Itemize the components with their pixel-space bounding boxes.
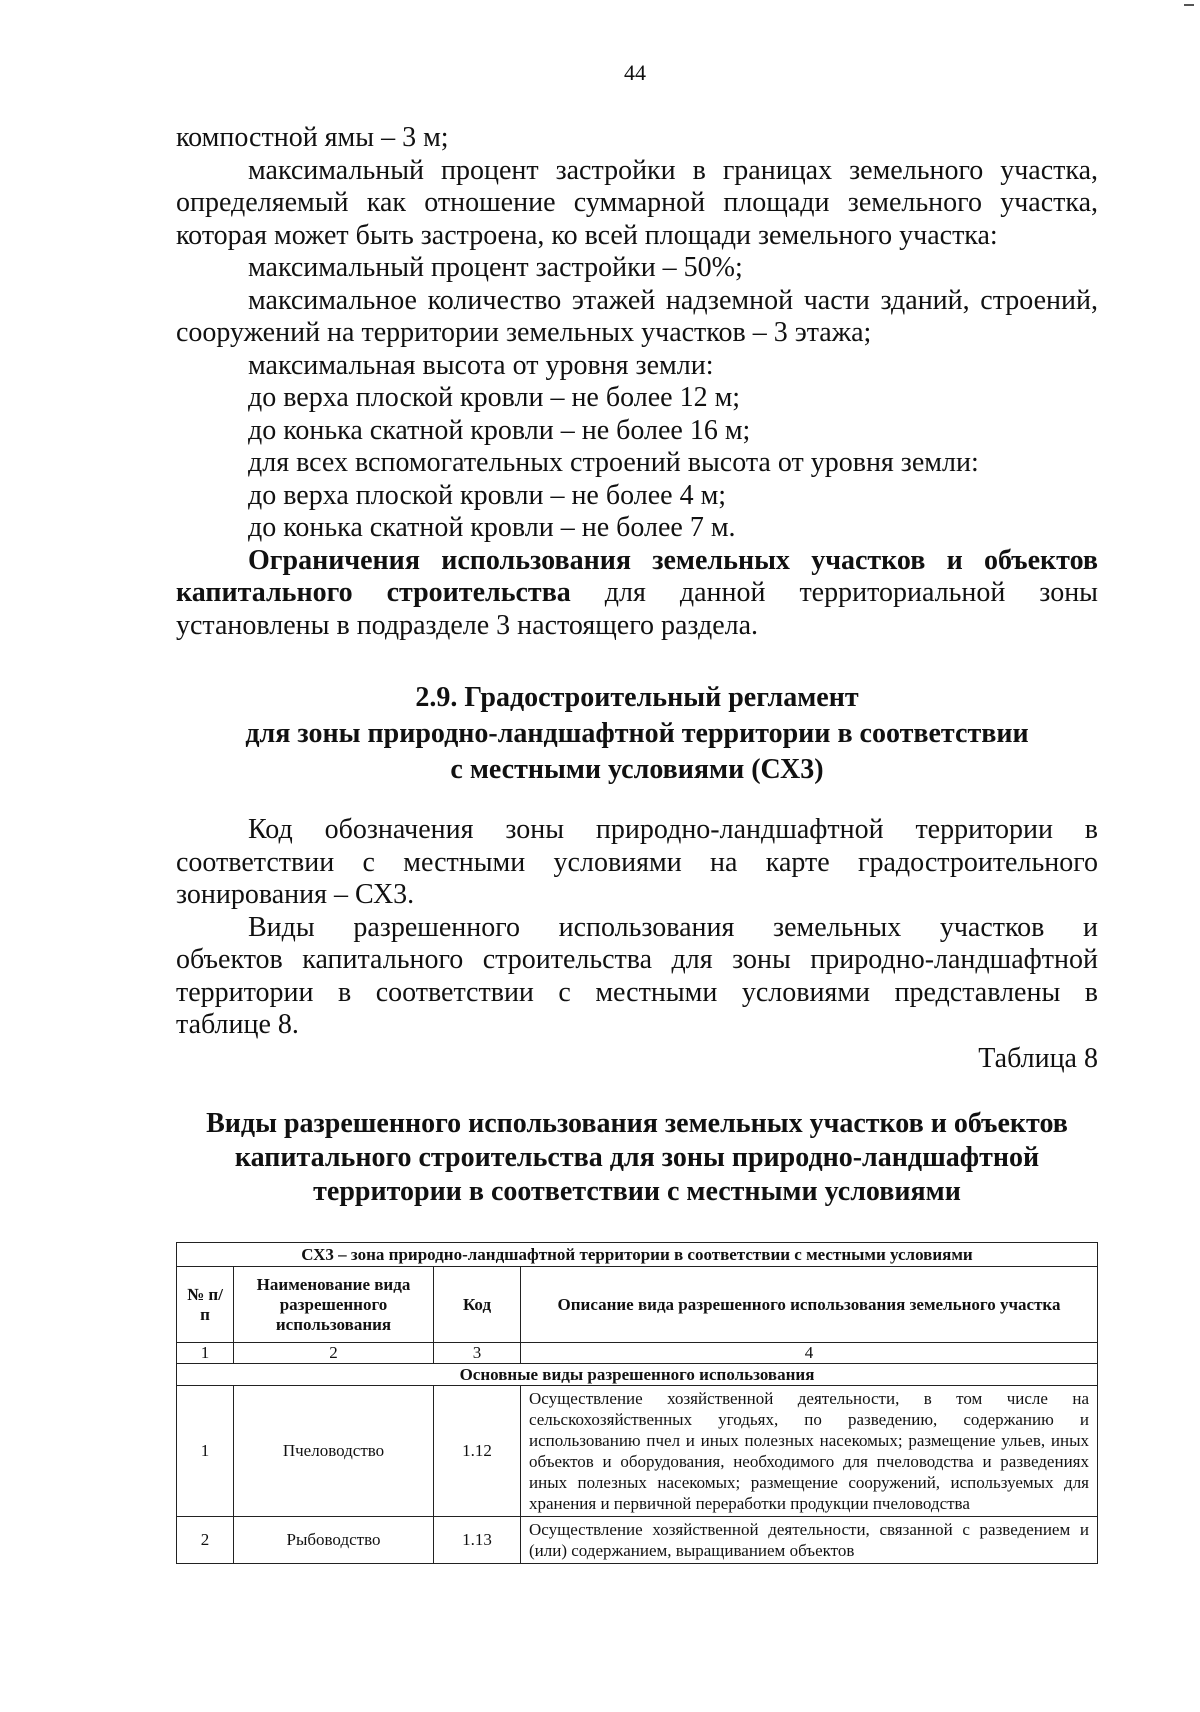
scan-corner-mark bbox=[1184, 4, 1194, 6]
section-title-line: для зоны природно-ландшафтной территории в соответствии bbox=[245, 718, 1029, 749]
col-header-description: Описание вида разрешенного использования земельного участка bbox=[521, 1267, 1098, 1343]
table-caption-line: капитального строительства для зоны природно-ландшафтной bbox=[234, 1142, 1040, 1173]
table-caption-line: Виды разрешенного использования земельных участков и объектов bbox=[206, 1108, 1068, 1139]
row-code: 1.12 bbox=[434, 1386, 521, 1517]
table-row bbox=[177, 1386, 1098, 1517]
paragraph-line: Код обозначения зоны природно-ландшафтной территории в bbox=[248, 814, 1098, 845]
row-name: Рыбоводство bbox=[234, 1517, 434, 1564]
intro-text bbox=[176, 122, 1098, 642]
paragraph: до верха плоской кровли – не более 12 м; bbox=[248, 382, 741, 413]
col-header-name: Наименование вида разрешенного использования bbox=[234, 1267, 434, 1343]
table-caption bbox=[176, 1107, 1098, 1209]
paragraph: до конька скатной кровли – не более 7 м. bbox=[248, 512, 736, 543]
col-header-number: № п/п bbox=[177, 1267, 234, 1343]
table-row bbox=[177, 1517, 1098, 1564]
paragraph-line: объектов капитального строительства для зоны природно-ландшафтной bbox=[176, 944, 1098, 975]
paragraph: для всех вспомогательных строений высота от уровня земли: bbox=[248, 447, 979, 478]
col-index: 2 bbox=[234, 1343, 434, 1364]
paragraph: до конька скатной кровли – не более 16 м; bbox=[248, 414, 751, 446]
row-name: Пчеловодство bbox=[234, 1386, 434, 1517]
restrictions-line: Ограничения использования земельных участков и объектов bbox=[248, 544, 1098, 576]
paragraph-line: таблице 8. bbox=[176, 1009, 299, 1040]
restrictions-rest: для данной территориальной зоны bbox=[570, 577, 1098, 608]
restrictions-line: установлены в подразделе 3 настоящего раздела. bbox=[176, 609, 759, 641]
permitted-use-table bbox=[176, 1242, 1098, 1564]
section-title bbox=[176, 680, 1098, 788]
paragraph-line: территории в соответствии с местными условиями представлены в bbox=[176, 976, 1098, 1008]
paragraph-line: соответствии с местными условиями на карте градостроительного bbox=[176, 846, 1098, 878]
row-description: Осуществление хозяйственной деятельности, в том числе на сельскохозяйственных угодьях, по разведению, содержанию и использованию пчел и иных полезных насекомых; размещение ульев, иных объектов и оборудования, необходимого для пчеловодства и разведениях иных полезных насекомых; размещение сооружений, используемых для хранения и первичной переработки продукции пчеловодства bbox=[521, 1386, 1098, 1517]
row-description: Осуществление хозяйственной деятельности, связанной с разведением и (или) содержанием, выращиванием объектов bbox=[521, 1517, 1098, 1564]
group-header: Основные виды разрешенного использования bbox=[177, 1364, 1098, 1386]
paragraph: максимальная высота от уровня земли: bbox=[248, 349, 714, 381]
paragraph-line: максимальное количество этажей надземной части зданий, строений, bbox=[248, 284, 1098, 316]
section-body bbox=[176, 814, 1098, 1042]
col-header-code: Код bbox=[434, 1267, 521, 1343]
paragraph-line: Виды разрешенного использования земельных участков и bbox=[248, 911, 1098, 943]
row-code: 1.13 bbox=[434, 1517, 521, 1564]
page-number: 44 bbox=[624, 60, 646, 85]
col-index: 4 bbox=[521, 1343, 1098, 1364]
paragraph: до верха плоской кровли – не более 4 м; bbox=[248, 479, 727, 511]
paragraph-line: сооружений на территории земельных участков – 3 этажа; bbox=[176, 317, 872, 348]
paragraph-line: определяемый как отношение суммарной площади земельного участка, bbox=[176, 187, 1098, 218]
col-index: 3 bbox=[434, 1343, 521, 1364]
paragraph: максимальный процент застройки – 50%; bbox=[248, 252, 743, 283]
restrictions-bold: капитального строительства bbox=[176, 577, 571, 608]
paragraph-line: зонирования – СХ3. bbox=[176, 879, 415, 910]
row-number: 2 bbox=[177, 1517, 234, 1564]
paragraph-line: максимальный процент застройки в границах земельного участка, bbox=[248, 154, 1098, 186]
table-number: Таблица 8 bbox=[978, 1043, 1098, 1074]
zone-header: СХ3 – зона природно-ландшафтной территории в соответствии с местными условиями bbox=[177, 1243, 1098, 1267]
restrictions-line bbox=[176, 577, 1098, 610]
section-title-line: с местными условиями (СХ3) bbox=[450, 754, 824, 785]
paragraph-line: которая может быть застроена, ко всей площади земельного участка: bbox=[176, 219, 998, 251]
paragraph: компостной ямы – 3 м; bbox=[176, 122, 449, 153]
row-number: 1 bbox=[177, 1386, 234, 1517]
table-caption-line: территории в соответствии с местными условиями bbox=[313, 1176, 961, 1207]
section-title-line: 2.9. Градостроительный регламент bbox=[415, 682, 859, 713]
col-index: 1 bbox=[177, 1343, 234, 1364]
